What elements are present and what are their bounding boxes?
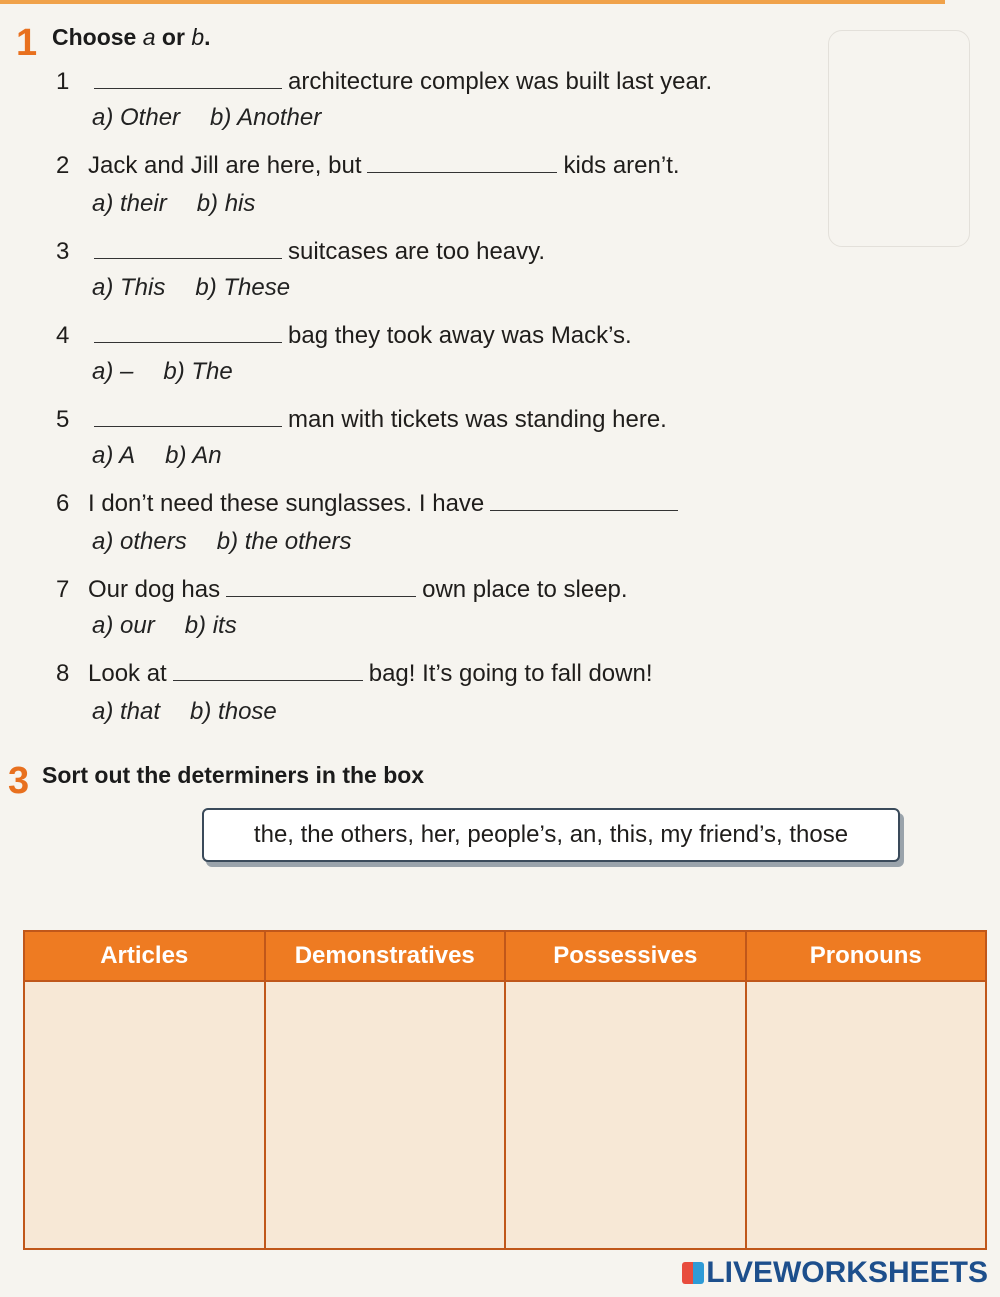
sorting-table — [23, 930, 987, 1250]
option-b[interactable]: b) those — [190, 698, 277, 725]
question-1: 1 architecture complex was built last year. — [56, 68, 713, 95]
exercise-3-title: Sort out the determiners in the box — [42, 762, 425, 788]
possessives-answer-cell[interactable] — [505, 981, 746, 1249]
option-b[interactable]: b) The — [163, 358, 233, 385]
header-demonstratives: Demonstratives — [265, 931, 506, 981]
header-pronouns: Pronouns — [746, 931, 987, 981]
answer-blank-8[interactable] — [173, 662, 363, 681]
option-a[interactable]: a) our — [92, 612, 155, 639]
options-2 — [92, 190, 285, 218]
header-articles: Articles — [24, 931, 265, 981]
options-6 — [92, 528, 381, 556]
determiners-box: the, the others, her, people’s, an, this, my friend’s, those — [202, 808, 900, 862]
option-b[interactable]: b) its — [184, 612, 237, 639]
exercise-1-title: Choose a or b. — [52, 24, 211, 50]
option-a[interactable]: a) This — [92, 274, 166, 301]
option-b[interactable]: b) Another — [210, 104, 322, 131]
option-a[interactable]: a) Other — [92, 104, 181, 131]
answer-blank-3[interactable] — [94, 240, 282, 259]
header-possessives: Possessives — [505, 931, 746, 981]
options-1 — [92, 104, 351, 132]
options-7 — [92, 612, 267, 640]
question-6: 6 I don’t need these sunglasses. I have — [56, 490, 684, 518]
demonstratives-answer-cell[interactable] — [265, 981, 506, 1249]
answer-blank-5[interactable] — [94, 408, 282, 427]
background-panel — [828, 30, 970, 247]
answer-blank-4[interactable] — [94, 324, 282, 343]
option-b[interactable]: b) the others — [216, 528, 352, 555]
option-a[interactable]: a) A — [92, 442, 136, 469]
pronouns-answer-cell[interactable] — [746, 981, 987, 1249]
exercise-3-number: 3 — [8, 760, 30, 802]
options-3 — [92, 274, 320, 302]
liveworksheets-logo-icon — [682, 1262, 704, 1284]
watermark: LIVEWORKSHEETS — [682, 1256, 988, 1290]
question-5: 5 man with tickets was standing here. — [56, 406, 667, 433]
options-4 — [92, 358, 263, 386]
question-7: 7 Our dog has own place to sleep. — [56, 576, 628, 603]
option-b[interactable]: b) his — [196, 190, 256, 217]
option-a[interactable]: a) others — [92, 528, 187, 555]
answer-blank-6[interactable] — [490, 492, 678, 511]
answer-blank-2[interactable] — [367, 154, 557, 173]
option-a[interactable]: a) – — [92, 358, 134, 385]
top-accent-bar — [0, 0, 945, 4]
question-4: 4 bag they took away was Mack’s. — [56, 322, 632, 349]
question-2: 2 Jack and Jill are here, but kids aren’t. — [56, 152, 680, 179]
answer-blank-1[interactable] — [94, 70, 282, 89]
option-b[interactable]: b) An — [165, 442, 222, 469]
options-8 — [92, 698, 307, 726]
option-b[interactable]: b) These — [195, 274, 291, 301]
option-a[interactable]: a) that — [92, 698, 161, 725]
question-3: 3 suitcases are too heavy. — [56, 238, 546, 265]
exercise-1-number: 1 — [16, 22, 38, 64]
answer-blank-7[interactable] — [226, 578, 416, 597]
question-8: 8 Look at bag! It’s going to fall down! — [56, 660, 653, 687]
articles-answer-cell[interactable] — [24, 981, 265, 1249]
options-5 — [92, 442, 252, 470]
option-a[interactable]: a) their — [92, 190, 167, 217]
